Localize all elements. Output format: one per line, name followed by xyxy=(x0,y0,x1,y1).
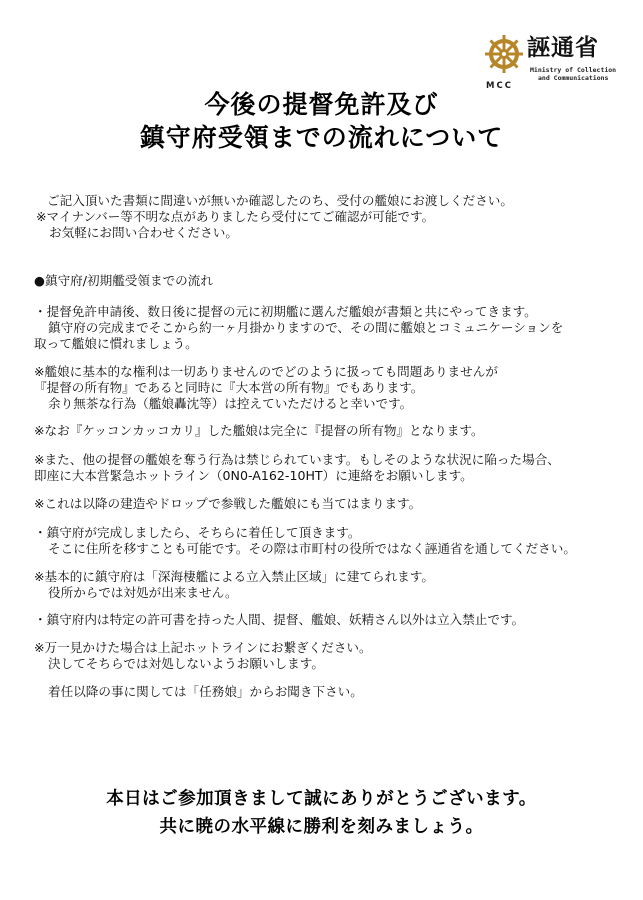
ship-wheel-icon xyxy=(484,34,524,74)
paragraph-line: そこに住所を移すことも可能です。その際は市町村の役所ではなく誣通省を通してください。 xyxy=(48,541,576,556)
paragraph-line: 着任以降の事に関しては「任務娘」からお聞き下さい。 xyxy=(48,684,363,699)
paragraph-line: ※万一見かけた場合は上記ホットラインにお繋ぎください。 xyxy=(34,640,372,655)
paragraph-line: 余り無茶な行為（艦娘轟沈等）は控えていただけると幸いです。 xyxy=(48,396,413,411)
section-heading: ●鎮守府/初期艦受領までの流れ xyxy=(34,273,213,288)
paragraph-line: 役所からでは対処が出来ません。 xyxy=(48,585,238,600)
ministry-name: 誣通省 xyxy=(527,35,599,61)
paragraph-line: 即座に大本営緊急ホットライン（0N0-A162-10HT）に連絡をお願いします。 xyxy=(34,468,473,483)
paragraph-line: ・鎮守府が完成しましたら、そちらに着任して頂きます。 xyxy=(34,525,361,540)
intro-line: ※マイナンバー等不明な点がありましたら受付にてご確認が可能です。 xyxy=(36,209,435,224)
intro-line: お気軽にお問い合わせください。 xyxy=(49,225,238,240)
paragraph-line: 決してそちらでは対処しないようお願いします。 xyxy=(48,656,324,671)
ministry-english-line1: Ministry of Collection xyxy=(530,66,617,74)
ministry-logo xyxy=(484,34,634,94)
closing-message-line2: 共に暁の水平線に勝利を刻みましょう。 xyxy=(159,817,484,837)
paragraph-line: ・提督免許申請後、数日後に提督の元に初期艦に選んだ艦娘が書類と共にやってきます。 xyxy=(34,304,537,319)
paragraph-line: ※艦娘に基本的な権利は一切ありませんのでどのように扱っても問題ありませんが xyxy=(34,364,498,379)
paragraph-line: 取って艦娘に慣れましょう。 xyxy=(34,336,198,351)
ministry-english-line2: and Communications xyxy=(538,74,609,82)
closing-message-line1: 本日はご参加頂きまして誠にありがとうございます。 xyxy=(106,789,537,809)
paragraph-line: ・鎮守府内は特定の許可書を持った人間、提督、艦娘、妖精さん以外は立入禁止です。 xyxy=(34,612,525,627)
ministry-abbreviation: MCC xyxy=(486,81,513,91)
page-title-line1: 今後の提督免許及び xyxy=(204,90,439,119)
paragraph-line: 『提督の所有物』であると同時に『大本営の所有物』でもあります。 xyxy=(34,380,424,395)
page-title-line2: 鎮守府受領までの流れについて xyxy=(139,123,504,152)
paragraph-line: ※また、他の提督の艦娘を奪う行為は禁じられています。もしそのような状況に陥った場合、 xyxy=(34,452,560,467)
paragraph-line: ※なお『ケッコンカッコカリ』した艦娘は完全に『提督の所有物』となります。 xyxy=(34,423,484,438)
paragraph-line: ※基本的に鎮守府は「深海棲艦による立入禁止区域」に建てられます。 xyxy=(34,569,434,584)
paragraph-line: 鎮守府の完成までそこから約一ヶ月掛かりますので、その間に艦娘とコミュニケーションを xyxy=(48,320,564,335)
paragraph-line: ※これは以降の建造やドロップで参戦した艦娘にも当てはまります。 xyxy=(34,496,422,511)
intro-line: ご記入頂いた書類に間違いが無いか確認したのち、受付の艦娘にお渡しください。 xyxy=(47,193,513,208)
